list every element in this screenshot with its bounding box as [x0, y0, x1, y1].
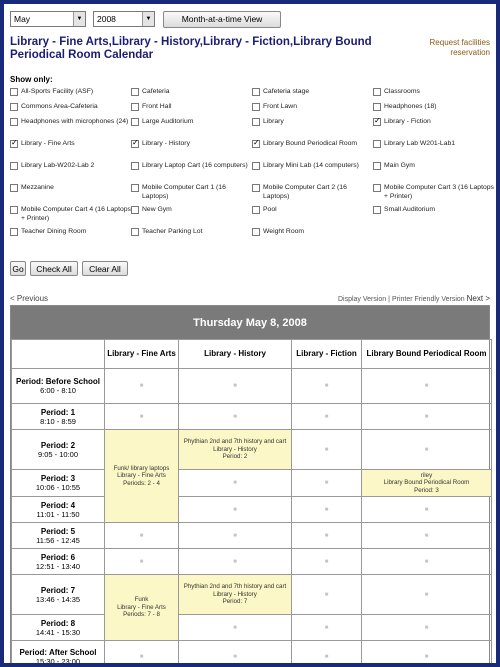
reservation-event[interactable] [179, 575, 292, 615]
period-cell [12, 641, 105, 664]
filter-label: All-Sports Facility (ASF) [21, 88, 94, 95]
table-row [12, 575, 492, 615]
filter-row [10, 162, 494, 184]
empty-slot[interactable]: ■ [105, 641, 179, 664]
filter-option[interactable] [131, 103, 252, 118]
filter-checkbox[interactable] [373, 88, 381, 96]
event-title: Funk/ library laptops [113, 464, 170, 472]
filter-label: Mobile Computer Cart 4 (16 Laptops + Printer) [21, 206, 131, 222]
filter-option[interactable] [131, 228, 252, 242]
month-view-button[interactable]: Month-at-a-time View [163, 11, 281, 28]
filter-checkbox[interactable] [10, 88, 18, 96]
reservation-event[interactable] [105, 430, 179, 523]
empty-slot[interactable]: ■ [362, 404, 492, 430]
filter-checkbox[interactable] [131, 162, 139, 170]
filter-checkbox[interactable] [131, 184, 139, 192]
empty-slot[interactable]: ■ [292, 497, 362, 523]
filter-label: Headphones with microphones (24) [21, 118, 129, 125]
filter-checkbox[interactable] [252, 118, 260, 126]
filter-option[interactable] [131, 88, 252, 103]
filter-checkbox[interactable] [131, 140, 139, 148]
filter-label: Library [263, 118, 284, 125]
nav-separator: | [388, 296, 390, 303]
filter-option[interactable] [373, 88, 494, 103]
printer-friendly-link[interactable]: Printer Friendly Version [391, 296, 465, 303]
period-name: Period: 6 [40, 552, 76, 562]
event-title: Phythian 2nd and 7th history and cart [183, 583, 287, 591]
filter-option[interactable] [252, 140, 373, 162]
filter-checkbox[interactable] [252, 206, 260, 214]
calendar-table [11, 339, 492, 663]
period-time: 11:01 - 11:50 [36, 509, 80, 519]
period-cell [12, 470, 105, 497]
period-cell [12, 369, 105, 404]
empty-slot[interactable]: ■ [179, 523, 292, 549]
empty-slot[interactable]: ■ [362, 430, 492, 470]
filter-checkbox[interactable] [252, 103, 260, 111]
reservation-event[interactable] [362, 470, 492, 497]
reservation-event[interactable] [105, 575, 179, 641]
filter-label: Commons Area-Cafeteria [21, 103, 98, 110]
filter-label: Weight Room [263, 228, 305, 235]
filter-option[interactable] [10, 162, 131, 184]
filter-option[interactable] [10, 103, 131, 118]
table-row [12, 615, 492, 641]
empty-slot[interactable]: ■ [292, 369, 362, 404]
filter-label: Large Auditorium [142, 118, 194, 125]
filter-checkbox[interactable] [373, 162, 381, 170]
next-link[interactable]: Next > [466, 294, 490, 303]
empty-slot[interactable]: ■ [105, 549, 179, 575]
filter-label: Library - History [142, 140, 190, 147]
filter-label: Library Bound Periodical Room [263, 140, 358, 147]
event-room: Library - History [213, 445, 257, 453]
filter-label: Headphones (18) [384, 103, 437, 110]
month-select[interactable] [10, 11, 86, 27]
table-row [12, 523, 492, 549]
filter-label: Mobile Computer Cart 3 (16 Laptops + Printer) [384, 184, 494, 200]
filter-option[interactable] [373, 118, 494, 140]
filter-option[interactable] [252, 184, 373, 206]
empty-slot[interactable]: ■ [362, 523, 492, 549]
empty-slot[interactable]: ■ [292, 523, 362, 549]
request-link-line1[interactable]: Request facilities [429, 38, 490, 47]
event-title: Phythian 2nd and 7th history and cart [183, 438, 287, 446]
year-select-value: 2008 [97, 14, 116, 24]
empty-slot[interactable]: ■ [292, 549, 362, 575]
table-row [12, 470, 492, 497]
filter-option[interactable] [252, 162, 373, 184]
period-column-header [12, 340, 105, 369]
period-cell [12, 404, 105, 430]
period-name: Period: After School [19, 648, 97, 657]
empty-slot[interactable]: ■ [179, 369, 292, 404]
year-select[interactable] [93, 11, 155, 27]
calendar-date-heading: Thursday May 8, 2008 [11, 306, 489, 339]
clear-all-button[interactable]: Clear All [82, 261, 128, 276]
period-time: 15:30 - 23:00 [35, 657, 81, 663]
empty-slot[interactable]: ■ [362, 549, 492, 575]
event-periods: Period: 3 [414, 486, 439, 494]
filter-checkbox[interactable] [373, 140, 381, 148]
table-row [12, 549, 492, 575]
filter-option[interactable] [10, 118, 131, 140]
filter-option[interactable] [131, 206, 252, 228]
table-row [12, 369, 492, 404]
table-row [12, 497, 492, 523]
filter-checkbox[interactable] [10, 118, 18, 126]
filter-checkbox[interactable] [252, 184, 260, 192]
period-time: 12:51 - 13:40 [35, 561, 81, 571]
filter-checkbox[interactable] [131, 206, 139, 214]
table-row [12, 430, 492, 470]
filter-label: Pool [263, 206, 277, 213]
empty-slot[interactable]: ■ [362, 575, 492, 615]
empty-slot[interactable]: ■ [292, 641, 362, 664]
period-time: 11:56 - 12:45 [36, 535, 80, 545]
filter-checkbox[interactable] [131, 228, 139, 236]
filter-option[interactable] [373, 184, 494, 206]
filter-row [10, 103, 494, 118]
period-cell [12, 615, 105, 641]
period-name: Period: 5 [40, 526, 76, 536]
filter-row [10, 118, 494, 140]
event-room: Library - History [213, 590, 257, 598]
filter-label: Teacher Dining Room [21, 228, 87, 235]
reservation-event[interactable] [179, 430, 292, 470]
filter-checkbox[interactable] [252, 88, 260, 96]
filter-checkbox[interactable] [131, 88, 139, 96]
period-time: 8:10 - 8:59 [40, 416, 76, 426]
filter-option[interactable] [10, 140, 131, 162]
calendar-header-row [12, 340, 492, 369]
period-cell [12, 549, 105, 575]
filter-checkbox[interactable] [373, 184, 381, 192]
filter-option[interactable] [252, 88, 373, 103]
request-link-line2[interactable]: reservation [450, 48, 490, 57]
period-cell [12, 523, 105, 549]
filter-checkbox[interactable] [10, 140, 18, 148]
filter-option[interactable] [373, 103, 494, 118]
column-header: Library Bound Periodical Room [362, 340, 492, 369]
period-time: 9:05 - 10:00 [37, 449, 79, 459]
filter-option[interactable] [131, 140, 252, 162]
filter-checkbox[interactable] [10, 162, 18, 170]
display-version-link[interactable]: Display Version [337, 296, 387, 303]
filter-label: Library Laptop Cart (16 computers) [142, 162, 248, 169]
empty-slot[interactable]: ■ [105, 404, 179, 430]
event-periods: Periods: 2 - 4 [123, 479, 160, 487]
empty-slot[interactable]: ■ [179, 549, 292, 575]
filter-option[interactable] [252, 118, 373, 140]
empty-slot[interactable]: ■ [179, 404, 292, 430]
filter-label: Library Mini Lab (14 computers) [263, 162, 359, 169]
filter-label: Teacher Parking Lot [142, 228, 203, 235]
filter-option[interactable] [10, 206, 131, 228]
filter-label: Library - Fine Arts [21, 140, 75, 147]
show-only-label: Show only: [10, 75, 53, 84]
filter-label: New Gym [142, 206, 172, 213]
calendar-nav [10, 294, 490, 304]
filter-label: Library - Fiction [384, 118, 431, 125]
filter-label: Cafeteria stage [263, 88, 310, 95]
nav-right-links [338, 294, 490, 303]
filter-option[interactable] [373, 140, 494, 162]
event-periods: Period: 2 [222, 453, 248, 461]
empty-slot[interactable]: ■ [179, 615, 292, 641]
filter-checkbox[interactable] [131, 103, 139, 111]
filter-checkbox[interactable] [373, 103, 381, 111]
filter-label: Small Auditorium [384, 206, 435, 213]
filter-option[interactable] [131, 162, 252, 184]
go-button[interactable]: Go [10, 261, 26, 276]
empty-slot[interactable]: ■ [292, 470, 362, 497]
empty-slot[interactable]: ■ [105, 369, 179, 404]
filter-option[interactable] [131, 184, 252, 206]
event-title: Funk [134, 596, 149, 604]
filter-row [10, 206, 494, 228]
filter-label: Main Gym [384, 162, 415, 169]
previous-link[interactable]: < Previous [10, 294, 49, 303]
event-room: Library - Fine Arts [117, 603, 166, 611]
period-time: 10:06 - 10:55 [35, 483, 81, 492]
period-cell [12, 497, 105, 523]
filter-option[interactable] [252, 206, 373, 228]
filter-checkbox[interactable] [131, 118, 139, 126]
filter-option[interactable] [131, 118, 252, 140]
table-row [12, 404, 492, 430]
empty-slot[interactable]: ■ [362, 615, 492, 641]
period-time: 6:00 - 8:10 [40, 386, 76, 395]
date-controls [10, 10, 281, 28]
period-name: Period: Before School [15, 377, 100, 386]
filter-label: Cafeteria [142, 88, 170, 95]
filter-option[interactable] [10, 184, 131, 206]
empty-slot[interactable]: ■ [292, 575, 362, 615]
filter-checkbox[interactable] [252, 228, 260, 236]
filter-label: Mezzanine [21, 184, 54, 191]
filter-option[interactable] [10, 88, 131, 103]
filter-row [10, 140, 494, 162]
filter-label: Front Lawn [263, 103, 298, 110]
table-row [12, 641, 492, 664]
period-time: 14:41 - 15:30 [35, 627, 81, 637]
empty-slot[interactable]: ■ [362, 369, 492, 404]
chevron-down-icon[interactable]: ▼ [142, 12, 154, 26]
empty-slot[interactable]: ■ [362, 497, 492, 523]
column-header: Library - Fiction [292, 340, 362, 369]
filter-buttons [10, 261, 132, 276]
period-name: Period: 2 [40, 440, 76, 450]
filter-checkbox[interactable] [252, 162, 260, 170]
empty-slot[interactable]: ■ [179, 497, 292, 523]
filter-checkbox[interactable] [373, 206, 381, 214]
filter-label: Library Lab W201-Lab1 [384, 140, 456, 147]
filter-checkbox[interactable] [10, 184, 18, 192]
event-periods: Period: 7 [222, 598, 248, 606]
chevron-down-icon[interactable]: ▼ [73, 12, 85, 26]
empty-slot[interactable]: ■ [105, 523, 179, 549]
filter-label: Mobile Computer Cart 1 (16 Laptops) [142, 184, 226, 200]
day-calendar [10, 305, 490, 663]
filter-label: Library Lab-W202-Lab 2 [21, 162, 95, 169]
filter-label: Mobile Computer Cart 2 (16 Laptops) [263, 184, 347, 200]
check-all-button[interactable]: Check All [30, 261, 78, 276]
filter-option[interactable] [373, 206, 494, 228]
page-title: Library - Fine Arts,Library - History,Library - Fiction,Library Bound Periodical Room Calendar [10, 36, 372, 61]
event-periods: Periods: 7 - 8 [123, 611, 160, 619]
empty-slot[interactable]: ■ [292, 430, 362, 470]
period-cell [12, 430, 105, 470]
period-name: Period: 3 [40, 474, 76, 483]
filter-option[interactable] [373, 162, 494, 184]
month-select-value: May [14, 14, 31, 24]
filter-row [10, 88, 494, 103]
filter-label: Classrooms [384, 88, 420, 95]
filter-label: Front Hall [142, 103, 172, 110]
filter-checkbox[interactable] [10, 103, 18, 111]
column-header: Library - History [179, 340, 292, 369]
page-frame [4, 4, 496, 663]
period-name: Period: 8 [40, 618, 76, 628]
filter-checkbox[interactable] [373, 118, 381, 126]
filter-checkbox[interactable] [10, 228, 18, 236]
empty-slot[interactable]: ■ [362, 641, 492, 664]
column-header: Library - Fine Arts [105, 340, 179, 369]
request-reservation-link[interactable] [400, 38, 490, 58]
empty-slot[interactable]: ■ [292, 615, 362, 641]
period-time: 13:46 - 14:35 [35, 594, 81, 604]
event-room: Library Bound Periodical Room [383, 479, 470, 487]
filter-option[interactable] [252, 228, 373, 242]
event-title: riley [420, 471, 433, 479]
filter-checkbox[interactable] [252, 140, 260, 148]
filter-option[interactable] [252, 103, 373, 118]
period-name: Period: 7 [40, 585, 76, 595]
event-room: Library - Fine Arts [117, 472, 166, 480]
facility-filter-grid [10, 88, 494, 242]
empty-slot[interactable]: ■ [179, 470, 292, 497]
period-cell [12, 575, 105, 615]
filter-row [10, 184, 494, 206]
filter-option[interactable] [10, 228, 131, 242]
period-name: Period: 1 [40, 407, 76, 417]
period-name: Period: 4 [40, 500, 76, 510]
filter-checkbox[interactable] [10, 206, 18, 214]
empty-slot[interactable]: ■ [292, 404, 362, 430]
filter-row [10, 228, 494, 242]
empty-slot[interactable]: ■ [179, 641, 292, 664]
